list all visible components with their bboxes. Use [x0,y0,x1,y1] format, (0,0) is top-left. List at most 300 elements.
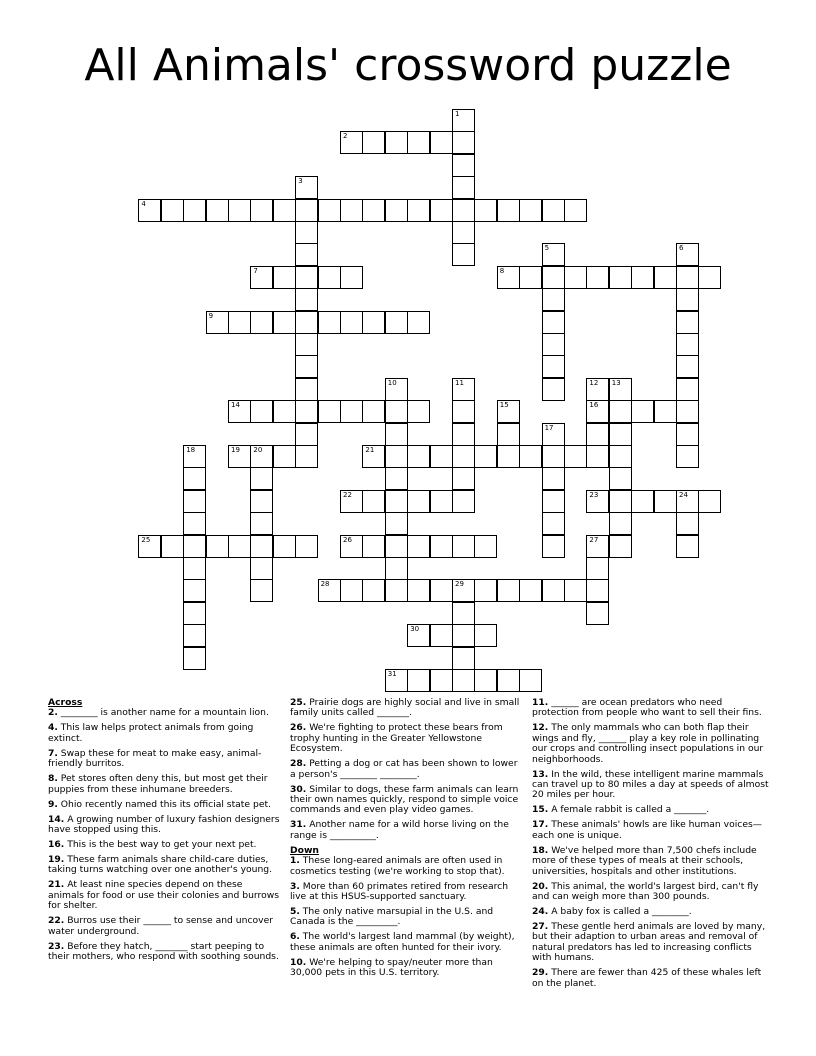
grid-cell[interactable] [542,378,565,401]
grid-cell[interactable] [340,131,363,154]
grid-cell[interactable] [452,243,475,266]
grid-cell[interactable] [564,199,587,222]
grid-cell[interactable] [452,579,475,602]
grid-cell[interactable] [676,423,699,446]
grid-cell[interactable] [676,243,699,266]
clue-number: 17 [544,423,554,432]
clue-number: 12 [589,378,599,387]
clue-number: 9 [208,311,214,320]
grid-cell[interactable] [295,355,318,378]
clue-label: 31. [290,819,307,831]
grid-cell[interactable] [318,579,341,602]
grid-cell[interactable] [295,333,318,356]
grid-cell[interactable] [631,266,654,289]
clue-number: 14 [231,401,240,410]
grid-cell[interactable] [676,535,699,558]
clue-number: 25 [141,535,151,544]
clue-label: 10. [290,956,307,968]
clue-text: Petting a dog or cat has been shown to lower a person's ________ ________. [290,758,518,780]
grid-cell[interactable] [407,199,430,222]
grid-cell[interactable] [385,467,408,490]
clue-number: 16 [589,401,599,410]
clue [48,708,280,718]
grid-cell[interactable] [586,266,609,289]
grid-cell[interactable] [698,490,721,513]
clue-label: 25. [290,697,307,708]
grid-cell[interactable] [385,199,408,222]
grid-cell[interactable] [564,266,587,289]
grid-cell[interactable] [452,423,475,446]
clue [532,820,772,841]
clue-label: 6. [290,931,300,943]
clue [532,882,772,903]
grid-cell[interactable] [183,535,206,558]
clue-number: 22 [343,490,352,499]
grid-cell[interactable] [654,400,677,423]
clue-number: 19 [231,446,240,454]
clue-text: A baby fox is called a ________. [548,906,692,918]
grid-cell[interactable] [497,579,520,602]
grid-cell[interactable] [385,400,408,423]
grid-cell[interactable] [407,131,430,154]
clue-label: 4. [48,722,58,734]
grid-cell[interactable] [452,199,475,222]
grid-cell[interactable] [497,266,520,289]
grid-cell[interactable] [385,669,408,692]
grid-cell[interactable] [452,221,475,244]
grid-cell[interactable] [542,288,565,311]
clue-text: Ohio recently named this its official state pet. [57,798,271,810]
clue [290,698,522,719]
grid-cell[interactable] [138,535,161,558]
grid-cell[interactable] [407,535,430,558]
clue-number: 18 [186,446,196,454]
grid-cell[interactable] [138,199,161,222]
grid-cell[interactable] [340,199,363,222]
grid-cell[interactable] [385,512,408,535]
grid-cell[interactable] [542,266,565,289]
grid-cell[interactable] [519,669,542,692]
across-heading: Across [48,697,83,708]
clue-number: 13 [611,378,621,387]
clue-text: Another name for a wild horse living on the range is __________. [290,819,509,841]
clue-number: 31 [387,670,397,678]
grid-cell[interactable] [497,445,520,468]
grid-cell[interactable] [609,445,632,468]
grid-cell[interactable] [474,535,497,558]
clue [532,968,772,989]
clue-text: Similar to dogs, these farm animals can learn their own names quickly, respond to simple voice commands and even play video games. [290,783,519,816]
clue [532,922,772,964]
grid-cell[interactable] [676,311,699,334]
grid-cell[interactable] [273,266,296,289]
clue-text: Pet stores often deny this, but most get their puppies from these inhumane breeders. [48,773,268,795]
grid-cell[interactable] [452,624,475,647]
grid-cell[interactable] [250,400,273,423]
grid-cell[interactable] [676,512,699,535]
clue-text: This is the best way to get your next pet. [64,839,257,851]
grid-cell[interactable] [452,154,475,177]
grid-cell[interactable] [452,669,475,692]
clue-text: ________ is another name for a mountain lion. [57,707,269,719]
grid-cell[interactable] [273,311,296,334]
clue-number: 5 [544,244,550,253]
grid-cell[interactable] [430,199,453,222]
grid-cell[interactable] [452,109,475,132]
grid-cell[interactable] [183,199,206,222]
grid-cell[interactable] [631,490,654,513]
clue [48,942,280,963]
grid-cell[interactable] [452,535,475,558]
grid-cell[interactable] [676,490,699,513]
clue [290,907,522,928]
clue [290,723,522,754]
clue [532,907,772,917]
grid-cell[interactable] [318,400,341,423]
grid-cell[interactable] [273,400,296,423]
grid-cell[interactable] [474,199,497,222]
grid-cell[interactable] [497,400,520,423]
clue-number: 6 [679,244,684,253]
grid-cell[interactable] [542,490,565,513]
grid-cell[interactable] [340,311,363,334]
grid-cell[interactable] [654,490,677,513]
grid-cell[interactable] [452,400,475,423]
grid-cell[interactable] [183,512,206,535]
grid-cell[interactable] [586,423,609,446]
grid-cell[interactable] [385,131,408,154]
grid-cell[interactable] [542,535,565,558]
grid-cell[interactable] [474,669,497,692]
grid-cell[interactable] [542,333,565,356]
grid-cell[interactable] [295,288,318,311]
clue-number: 29 [455,580,464,589]
grid-cell[interactable] [676,445,699,468]
grid-cell[interactable] [385,378,408,401]
grid-cell[interactable] [542,311,565,334]
grid-cell[interactable] [183,602,206,625]
grid-cell[interactable] [183,490,206,513]
grid-cell[interactable] [609,378,632,401]
clue-label: 29. [532,967,549,979]
grid-cell[interactable] [474,445,497,468]
grid-cell[interactable] [430,490,453,513]
grid-cell[interactable] [295,243,318,266]
grid-cell[interactable] [362,445,385,468]
grid-cell[interactable] [586,579,609,602]
clue-label: 16. [48,839,65,851]
grid-cell[interactable] [676,288,699,311]
grid-cell[interactable] [609,535,632,558]
grid-cell[interactable] [273,445,296,468]
grid-cell[interactable] [340,490,363,513]
grid-cell[interactable] [519,199,542,222]
grid-cell[interactable] [340,535,363,558]
grid-cell[interactable] [676,378,699,401]
clue-label: 27. [532,921,549,933]
grid-cell[interactable] [295,311,318,334]
clue-text: These gentle herd animals are loved by many, but their adaption to urban areas and removal of natural predators has led to increasing conflicts with humans. [532,921,766,964]
grid-cell[interactable] [430,535,453,558]
grid-cell[interactable] [609,512,632,535]
grid-cell[interactable] [586,378,609,401]
clue-label: 12. [532,722,549,734]
grid-cell[interactable] [295,400,318,423]
clue [290,785,522,816]
clue-text: At least nine species depend on these animals for food or use their colonies and burrows for shelter. [48,879,280,912]
grid-cell[interactable] [452,467,475,490]
grid-cell[interactable] [183,624,206,647]
grid-cell[interactable] [519,445,542,468]
grid-cell[interactable] [340,266,363,289]
clue-text: This law helps protect animals from going extinct. [48,722,254,744]
clue-text: We're fighting to protect these bears from trophy hunting in the Greater Yellowstone Ecosystem. [290,722,503,755]
grid-cell[interactable] [362,490,385,513]
grid-cell[interactable] [362,400,385,423]
grid-cell[interactable] [586,557,609,580]
clue [290,856,522,877]
clue-text: Prairie dogs are highly social and live in small family units called _______. [290,697,520,719]
grid-cell[interactable] [452,378,475,401]
clue [290,932,522,953]
clue-label: 3. [290,880,300,892]
grid-cell[interactable] [228,311,251,334]
grid-cell[interactable] [654,266,677,289]
grid-cell[interactable] [250,512,273,535]
grid-cell[interactable] [586,535,609,558]
clue-number: 11 [455,378,464,387]
clue-text: In the wild, these intelligent marine mammals can travel up to 80 miles a day at speeds of almost 20 miles per hour. [532,768,769,801]
grid-cell[interactable] [631,400,654,423]
clue-label: 14. [48,813,65,825]
grid-cell[interactable] [250,535,273,558]
clue-number: 30 [410,625,420,634]
clue-label: 18. [532,844,549,856]
clue-number: 23 [589,490,599,499]
grid-cell[interactable] [542,512,565,535]
clue-label: 2. [48,707,58,719]
grid-cell[interactable] [362,535,385,558]
grid-cell[interactable] [385,445,408,468]
clue-label: 24. [532,906,549,918]
clue [48,880,280,911]
grid-cell[interactable] [586,490,609,513]
grid-cell[interactable] [698,266,721,289]
grid-cell[interactable] [542,199,565,222]
grid-cell[interactable] [228,445,251,468]
grid-cell[interactable] [542,579,565,602]
grid-cell[interactable] [407,445,430,468]
clue [532,723,772,765]
grid-cell[interactable] [318,266,341,289]
grid-cell[interactable] [430,131,453,154]
clue-text: Before they hatch, _______ start peeping to their mothers, who respond with soothing sounds. [48,940,279,963]
clue-label: 26. [290,722,307,734]
grid-cell[interactable] [452,131,475,154]
page-title: All Animals' crossword puzzle [84,40,732,91]
grid-cell[interactable] [676,333,699,356]
grid-cell[interactable] [295,445,318,468]
grid-cell[interactable] [452,176,475,199]
grid-cell[interactable] [362,131,385,154]
grid-cell[interactable] [474,579,497,602]
grid-cell[interactable] [250,467,273,490]
grid-cell[interactable] [362,199,385,222]
grid-cell[interactable] [407,579,430,602]
grid-cell[interactable] [452,647,475,670]
clue-number: 2 [343,132,348,141]
clue [48,840,280,850]
clue-label: 15. [532,804,549,816]
grid-cell[interactable] [385,311,408,334]
grid-cell[interactable] [295,176,318,199]
grid-cell[interactable] [183,467,206,490]
grid-cell[interactable] [362,311,385,334]
grid-cell[interactable] [295,199,318,222]
grid-cell[interactable] [161,535,184,558]
grid-cell[interactable] [497,669,520,692]
grid-cell[interactable] [318,199,341,222]
grid-cell[interactable] [542,467,565,490]
grid-cell[interactable] [407,311,430,334]
grid-cell[interactable] [228,535,251,558]
grid-cell[interactable] [430,669,453,692]
grid-cell[interactable] [407,490,430,513]
grid-cell[interactable] [295,266,318,289]
grid-cell[interactable] [542,445,565,468]
grid-cell[interactable] [250,199,273,222]
grid-cell[interactable] [228,199,251,222]
clue-number: 3 [298,177,303,186]
clue [532,770,772,801]
clue-label: 7. [48,747,58,759]
grid-cell[interactable] [340,400,363,423]
grid-cell[interactable] [676,266,699,289]
clue-label: 13. [532,768,549,780]
grid-cell[interactable] [430,579,453,602]
clue-label: 22. [48,915,65,927]
clue-text: We're helping to spay/neuter more than 30,000 pets in this U.S. territory. [290,956,493,979]
clue [48,855,280,876]
grid-cell[interactable] [250,311,273,334]
grid-cell[interactable] [206,535,229,558]
grid-cell[interactable] [318,311,341,334]
grid-cell[interactable] [250,266,273,289]
clue [48,774,280,795]
clue-label: 21. [48,879,65,891]
grid-cell[interactable] [273,199,296,222]
clue [290,759,522,780]
grid-cell[interactable] [586,445,609,468]
clue-label: 23. [48,940,65,952]
grid-cell[interactable] [452,602,475,625]
grid-cell[interactable] [519,266,542,289]
grid-cell[interactable] [295,535,318,558]
grid-cell[interactable] [385,535,408,558]
grid-cell[interactable] [564,445,587,468]
clue-text: This animal, the world's largest bird, can't fly and can weigh more than 300 pounds. [532,880,759,903]
clue-number: 10 [387,378,397,387]
grid-cell[interactable] [385,579,408,602]
clue-text: These long-eared animals are often used in cosmetics testing (we're working to stop that). [290,855,505,877]
grid-cell[interactable] [250,557,273,580]
clue-text: Swap these for meat to make easy, animal-friendly burritos. [48,747,262,770]
grid-cell[interactable] [295,221,318,244]
grid-cell[interactable] [407,624,430,647]
clue-label: 20. [532,880,549,892]
grid-cell[interactable] [497,423,520,446]
grid-cell[interactable] [586,400,609,423]
clue-number: 27 [589,535,599,544]
clue-text: A growing number of luxury fashion designers have stopped using this. [48,813,280,836]
grid-cell[interactable] [542,423,565,446]
clue-text: These animals' howls are like human voices—each one is unique. [532,819,762,841]
grid-cell[interactable] [430,445,453,468]
grid-cell[interactable] [452,445,475,468]
grid-cell[interactable] [206,199,229,222]
grid-cell[interactable] [385,557,408,580]
clue-label: 28. [290,758,307,770]
grid-cell[interactable] [452,490,475,513]
grid-cell[interactable] [183,445,206,468]
clue-text: A female rabbit is called a _______. [548,804,710,816]
clue-text: These farm animals share child-care duties, taking turns watching over one another's young. [48,854,273,876]
clue-text: The only native marsupial in the U.S. and Canada is the _________. [290,906,494,928]
grid-cell[interactable] [362,579,385,602]
grid-cell[interactable] [183,557,206,580]
grid-cell[interactable] [676,400,699,423]
clue [290,882,522,903]
grid-cell[interactable] [385,423,408,446]
grid-cell[interactable] [609,266,632,289]
clue-label: 11. [532,697,549,708]
grid-cell[interactable] [609,400,632,423]
grid-cell[interactable] [250,579,273,602]
grid-cell[interactable] [183,647,206,670]
grid-cell[interactable] [295,423,318,446]
grid-cell[interactable] [407,400,430,423]
grid-cell[interactable] [474,624,497,647]
grid-cell[interactable] [206,311,229,334]
grid-cell[interactable] [497,199,520,222]
clue-label: 9. [48,798,58,810]
grid-cell[interactable] [609,423,632,446]
grid-cell[interactable] [542,243,565,266]
clue [532,846,772,877]
grid-cell[interactable] [564,579,587,602]
grid-cell[interactable] [340,579,363,602]
grid-cell[interactable] [273,535,296,558]
grid-cell[interactable] [676,355,699,378]
grid-cell[interactable] [609,490,632,513]
clue-column-1 [48,698,280,967]
grid-cell[interactable] [161,199,184,222]
grid-cell[interactable] [250,490,273,513]
grid-cell[interactable] [385,490,408,513]
grid-cell[interactable] [183,579,206,602]
grid-cell[interactable] [407,669,430,692]
grid-cell[interactable] [250,445,273,468]
grid-cell[interactable] [228,400,251,423]
grid-cell[interactable] [430,624,453,647]
grid-cell[interactable] [586,602,609,625]
grid-cell[interactable] [609,467,632,490]
clue-number: 28 [320,580,330,589]
clue-text: Burros use their ______ to sense and uncover water underground. [48,915,273,937]
grid-cell[interactable] [295,378,318,401]
grid-cell[interactable] [519,579,542,602]
grid-cell[interactable] [542,355,565,378]
